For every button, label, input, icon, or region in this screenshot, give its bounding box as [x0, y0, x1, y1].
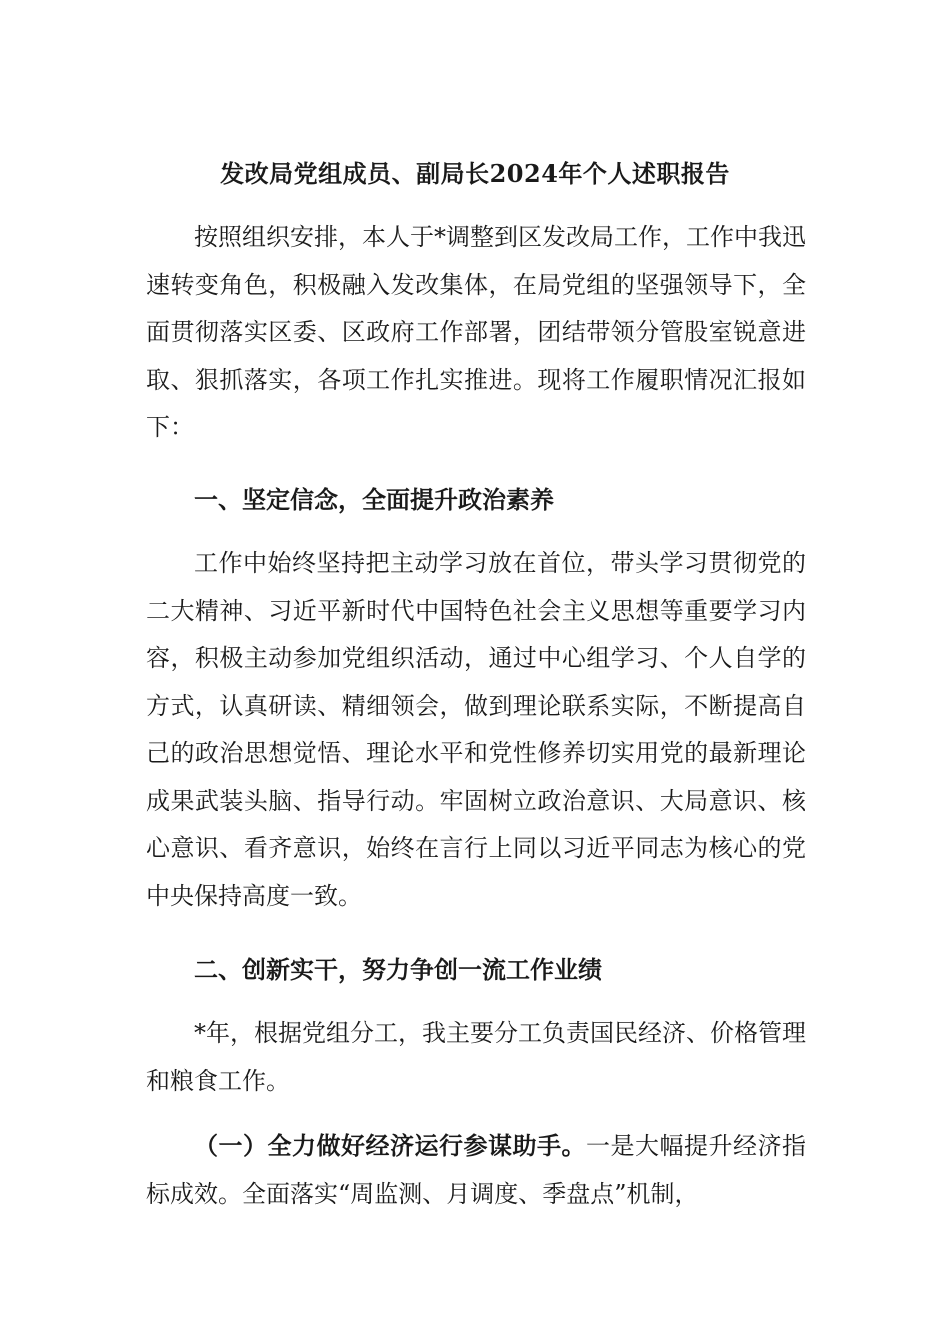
subsection-one-lead: （一）全力做好经济运行参谋助手。 [194, 1131, 586, 1160]
section-one-heading: 一、坚定信念，全面提升政治素养 [194, 485, 554, 514]
subsection-one-body: 一是大幅提升经济指标成效。全面落实“周监测、月调度、季盘点”机制， [146, 1132, 806, 1208]
subsection-one-paragraph [146, 1122, 806, 1218]
section-two-heading: 二、创新实干，努力争创一流工作业绩 [194, 955, 602, 984]
section-two-paragraph: *年，根据党组分工，我主要分工负责国民经济、价格管理和粮食工作。 [146, 1019, 806, 1095]
document-title: 发改局党组成员、副局长2024年个人述职报告 [220, 159, 730, 188]
intro-paragraph: 按照组织安排，本人于*调整到区发改局工作，工作中我迅速转变角色，积极融入发改集体，在局党组的坚强领导下，全面贯彻落实区委、区政府工作部署，团结带领分管股室锐意进取、狠抓落实，各项工作扎实推进。现将工作履职情况汇报如下： [146, 223, 806, 441]
section-one-paragraph: 工作中始终坚持把主动学习放在首位，带头学习贯彻党的二大精神、习近平新时代中国特色社会主义思想等重要学习内容，积极主动参加党组织活动，通过中心组学习、个人自学的方式，认真研读、精细领会，做到理论联系实际，不断提高自己的政治思想觉悟、理论水平和党性修养切实用党的最新理论成果武装头脑、指导行动。牢固树立政治意识、大局意识、核心意识、看齐意识，始终在言行上同以习近平同志为核心的党中央保持高度一致。 [146, 549, 806, 910]
